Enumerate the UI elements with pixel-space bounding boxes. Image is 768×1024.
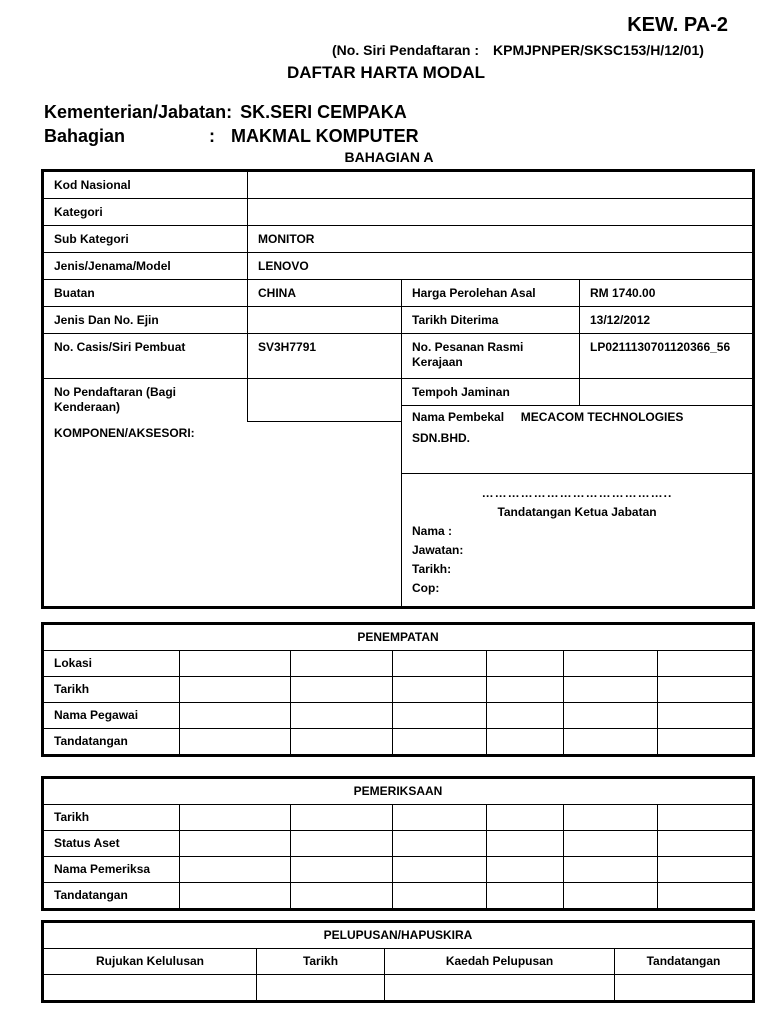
pendaftaran-label: No Pendaftaran (Bagi Kenderaan)	[43, 379, 248, 422]
table-row	[43, 334, 754, 379]
table-row	[43, 280, 754, 307]
kategori-label: Kategori	[43, 199, 248, 226]
ministry-line	[44, 102, 407, 123]
ejin-label: Jenis Dan No. Ejin	[43, 307, 248, 334]
signature-tarikh: Tarikh:	[412, 561, 452, 576]
division-line	[44, 126, 419, 147]
kategori-value	[248, 199, 754, 226]
serial-value: KPMJPNPER/SKSC153/H/12/01)	[493, 42, 704, 58]
buatan-value: CHINA	[248, 280, 402, 307]
pembekal-value-2: SDN.BHD.	[412, 431, 471, 445]
table-row	[43, 778, 754, 805]
section-a-heading: BAHAGIAN A	[344, 149, 434, 165]
pembekal-cell	[402, 406, 754, 474]
pesanan-value: LP0211130701120366_56	[580, 334, 754, 379]
table-row	[43, 922, 754, 949]
casis-label: No. Casis/Siri Pembuat	[43, 334, 248, 379]
row-label: Tarikh	[43, 805, 180, 831]
table-row	[43, 729, 754, 756]
table-row	[43, 379, 754, 406]
jaminan-value	[580, 379, 754, 406]
row-label: Status Aset	[43, 831, 180, 857]
jaminan-label: Tempoh Jaminan	[402, 379, 580, 406]
jenis-value: LENOVO	[248, 253, 754, 280]
table-row	[43, 703, 754, 729]
sub-kategori-value: MONITOR	[248, 226, 754, 253]
pesanan-label: No. Pesanan Rasmi Kerajaan	[402, 334, 580, 379]
row-label: Lokasi	[43, 651, 180, 677]
pemeriksaan-table	[41, 776, 755, 911]
table-row	[43, 949, 754, 975]
komponen-cell	[43, 421, 402, 607]
table-row	[43, 975, 754, 1002]
signature-nama: Nama :	[412, 523, 453, 538]
pemeriksaan-title: PEMERIKSAAN	[43, 778, 754, 805]
harga-label: Harga Perolehan Asal	[402, 280, 580, 307]
table-row	[43, 651, 754, 677]
table-row	[43, 677, 754, 703]
form-title: DAFTAR HARTA MODAL	[287, 63, 485, 82]
table-row	[43, 199, 754, 226]
column-header: Rujukan Kelulusan	[43, 949, 257, 975]
signature-title: Tandatangan Ketua Jabatan	[497, 504, 657, 519]
signature-jawatan: Jawatan:	[412, 542, 464, 557]
row-label: Tandatangan	[43, 883, 180, 910]
serial-label: (No. Siri Pendaftaran :	[332, 42, 480, 58]
penempatan-table	[41, 622, 755, 757]
table-row	[43, 624, 754, 651]
serial-number	[332, 42, 704, 58]
row-label: Nama Pemeriksa	[43, 857, 180, 883]
komponen-label: KOMPONEN/AKSESORI:	[54, 425, 195, 440]
tarikh-diterima-value: 13/12/2012	[580, 307, 754, 334]
pendaftaran-value	[248, 379, 402, 422]
table-row	[43, 883, 754, 910]
signature-line: ……………………………………..	[481, 485, 673, 500]
signature-cop: Cop:	[412, 580, 440, 595]
pelupusan-table	[41, 920, 755, 1003]
row-label: Tarikh	[43, 677, 180, 703]
sub-kategori-label: Sub Kategori	[43, 226, 248, 253]
pembekal-value: MECACOM TECHNOLOGIES	[520, 410, 684, 424]
section-a-table	[41, 169, 755, 609]
casis-value: SV3H7791	[248, 334, 402, 379]
form-code: KEW. PA-2	[627, 14, 728, 36]
row-label: Tandatangan	[43, 729, 180, 756]
table-row	[43, 831, 754, 857]
harga-value: RM 1740.00	[580, 280, 754, 307]
jenis-label: Jenis/Jenama/Model	[43, 253, 248, 280]
buatan-label: Buatan	[43, 280, 248, 307]
division-label: Bahagian	[44, 126, 126, 146]
ministry-value: SK.SERI CEMPAKA	[240, 102, 407, 122]
table-row	[43, 171, 754, 199]
division-value: MAKMAL KOMPUTER	[231, 126, 419, 146]
table-row	[43, 857, 754, 883]
column-header: Tandatangan	[615, 949, 754, 975]
ministry-label: Kementerian/Jabatan:	[44, 102, 233, 122]
kod-nasional-value	[248, 171, 754, 199]
pembekal-label: Nama Pembekal	[412, 410, 505, 424]
tarikh-diterima-label: Tarikh Diterima	[402, 307, 580, 334]
table-row	[43, 805, 754, 831]
division-colon: :	[209, 126, 215, 146]
row-label: Nama Pegawai	[43, 703, 180, 729]
table-row	[43, 226, 754, 253]
ejin-value	[248, 307, 402, 334]
table-row	[43, 307, 754, 334]
pelupusan-title: PELUPUSAN/HAPUSKIRA	[43, 922, 754, 949]
table-row	[43, 253, 754, 280]
kod-nasional-label: Kod Nasional	[43, 171, 248, 199]
column-header: Tarikh	[257, 949, 385, 975]
penempatan-title: PENEMPATAN	[43, 624, 754, 651]
signature-cell	[402, 473, 754, 607]
column-header: Kaedah Pelupusan	[385, 949, 615, 975]
